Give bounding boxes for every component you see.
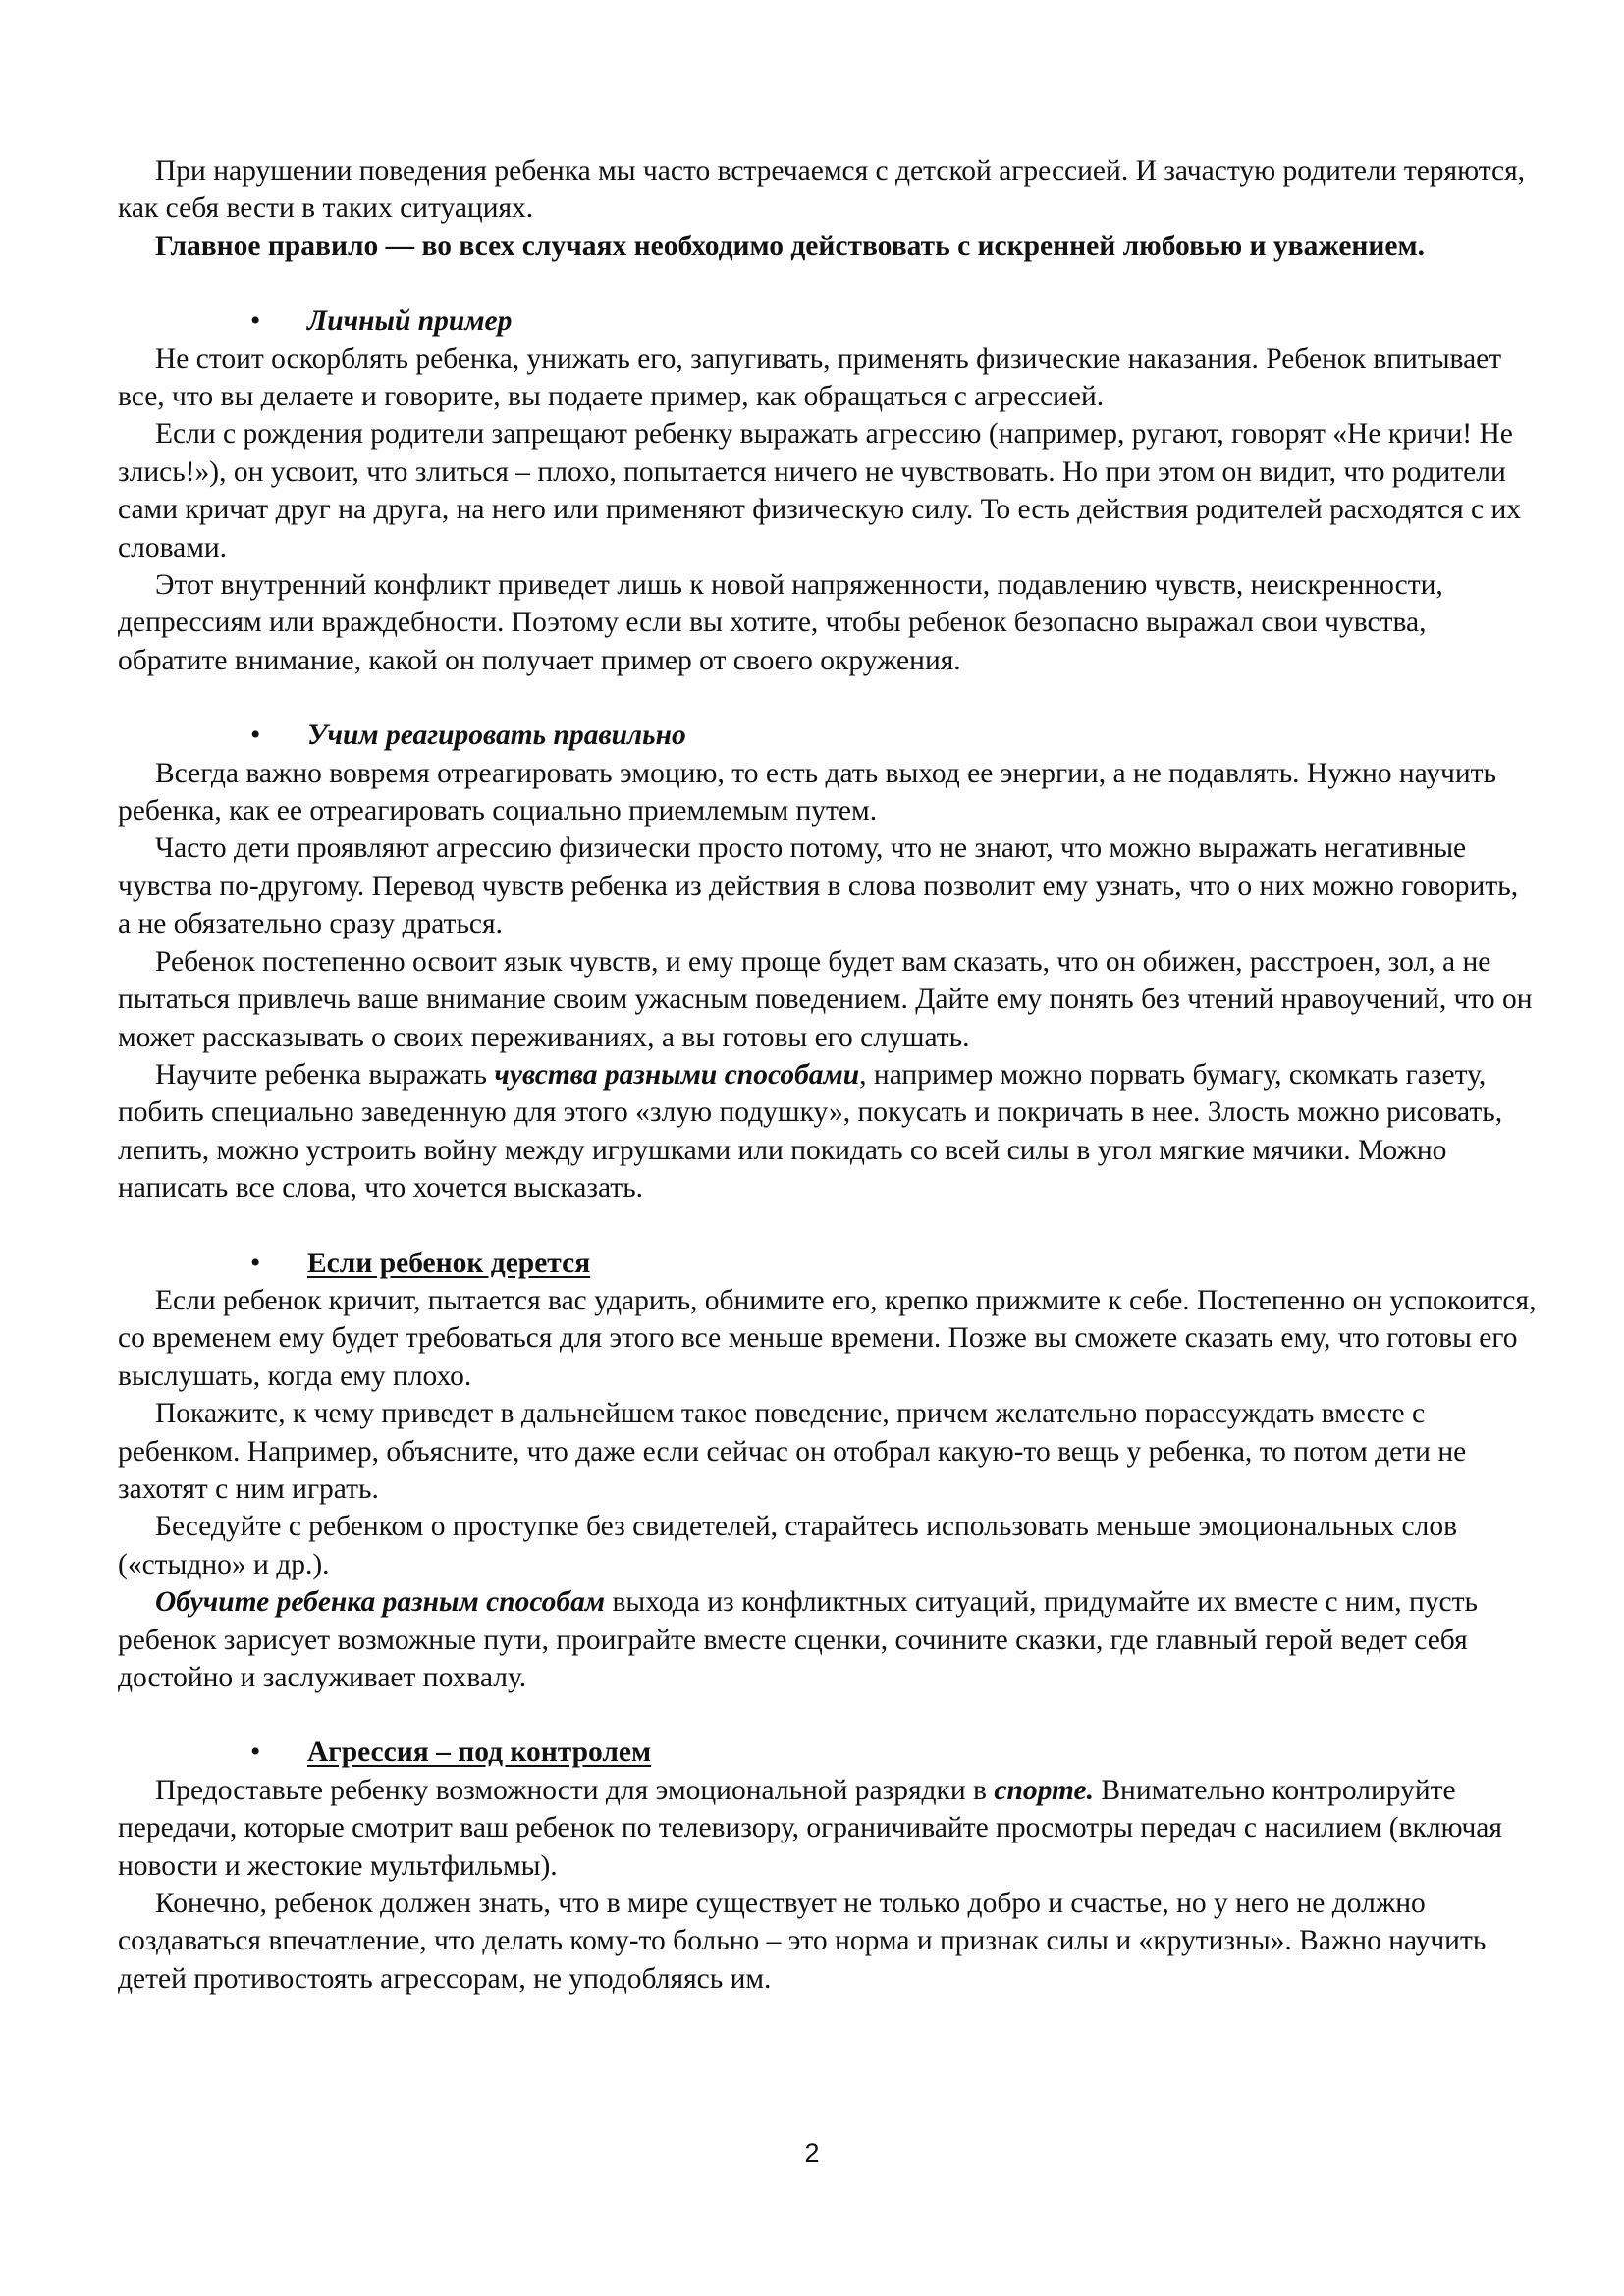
paragraph-text: , например можно порвать бумагу, скомкать газету, побить специально заведенную для этого «злую подушку», покусать и покричать в нее. Злость можно рисовать, лепить, можно устроить войну между игрушками или покидать со всей силы в угол мягкие мячики. Можно написать все слова, что хочется высказать.: [118, 1058, 1503, 1204]
paragraph: Всегда важно вовремя отреагировать эмоцию, то есть дать выход ее энергии, а не подавлять. Нужно научить ребенка, как ее отреагировать социально приемлемым путем.: [118, 757, 1496, 828]
bullet-icon: •: [250, 305, 261, 338]
emphasis-text: Обучите ребенка разным способам: [155, 1586, 606, 1619]
intro-section: [118, 152, 1537, 265]
paragraph: Если ребенок кричит, пытается вас ударить, обнимите его, крепко прижмите к себе. Постепенно он успокоится, со временем ему будет требоваться для этого все меньше времени. Позже вы сможете сказать ему, что готовы его выслушать, когда ему плохо.: [118, 1284, 1537, 1392]
emphasis-text: чувства разными способами: [494, 1058, 860, 1091]
section-heading-text: Если ребенок дерется: [307, 1247, 591, 1279]
section-heading-text: Агрессия – под контролем: [307, 1736, 652, 1769]
intro-paragraph: При нарушении поведения ребенка мы часто встречаемся с детской агрессией. И зачастую родители теряются, как себя вести в таких ситуациях.: [118, 155, 1526, 225]
section-heading: [118, 1734, 1537, 1771]
paragraph: Конечно, ребенок должен знать, что в мире существует не только добро и счастье, но у него не должно создаваться впечатление, что делать кому-то больно – это норма и признак силы и «крутизны». Важно научить детей противостоять агрессорам, не уподобляясь им.: [118, 1888, 1487, 1995]
emphasis-text: спорте.: [994, 1774, 1094, 1806]
paragraph-text: выхода из конфликтных ситуаций, придумайте их вместе с ним, пусть ребенок зарисует возможные пути, проиграйте вместе сценки, сочините сказки, где главный герой ведет себя достойно и заслуживает похвалу.: [118, 1586, 1478, 1693]
section-heading-text: Личный пример: [307, 305, 513, 338]
paragraph-text: Научите ребенка выражать: [155, 1058, 495, 1091]
bullet-icon: •: [250, 1247, 261, 1279]
section-heading: [118, 717, 1537, 754]
page-number: 2: [804, 2138, 820, 2167]
paragraph: Беседуйте с ребенком о проступке без свидетелей, старайтесь использовать меньше эмоциональных слов («стыдно» и др.).: [118, 1511, 1458, 1580]
paragraph: Часто дети проявляют агрессию физически просто потому, что не знают, что можно выражать негативные чувства по-другому. Перевод чувств ребенка из действия в слова позволит ему узнать, что о них можно говорить, а не обязательно сразу драться.: [118, 832, 1519, 940]
paragraph: Ребенок постепенно освоит язык чувств, и ему проще будет вам сказать, что он обижен, расстроен, зол, а не пытаться привлечь ваше внимание своим ужасным поведением. Дайте ему понять без чтений нравоучений, что он может рассказывать о своих переживаниях, а вы готовы его слушать.: [118, 945, 1533, 1053]
paragraph: Этот внутренний конфликт приведет лишь к новой напряженности, подавлению чувств, неискренности, депрессиям или враждебности. Поэтому если вы хотите, чтобы ребенок безопасно выражал свои чувства, обратите внимание, какой он получает пример от своего окружения.: [118, 569, 1443, 676]
section-heading: [118, 1245, 1537, 1282]
paragraph: Не стоит оскорблять ребенка, унижать его, запугивать, применять физические наказания. Ребенок впитывает все, что вы делаете и говорите, вы подаете пример, как обращаться с агрессией.: [118, 343, 1502, 413]
paragraph: Если с рождения родители запрещают ребенку выражать агрессию (например, ругают, говорят «Не кричи! Не злись!»), он усвоит, что злиться – плохо, попытается ничего не чувствовать. Но при этом он видит, что родители сами кричат друг на друга, на него или применяют физическую силу. То есть действия родителей расходятся с их словами.: [118, 418, 1522, 563]
main-rule-paragraph: Главное правило — во всех случаях необходимо действовать с искренней любовью и уважением.: [155, 230, 1425, 262]
paragraph-text: Внимательно контролируйте передачи, которые смотрит ваш ребенок по телевизору, ограничивайте просмотры передач с насилием (включая новости и жестокие мультфильмы).: [118, 1774, 1502, 1882]
section-if-child-fights: [118, 1245, 1537, 1697]
section-aggression-control: [118, 1734, 1537, 1998]
bullet-icon: •: [250, 720, 261, 752]
paragraph-text: Предоставьте ребенку возможности для эмоциональной разрядки в: [155, 1774, 995, 1806]
bullet-icon: •: [250, 1736, 261, 1769]
paragraph: [118, 1772, 1537, 1885]
paragraph: [118, 1583, 1537, 1696]
paragraph: Покажите, к чему приведет в дальнейшем такое поведение, причем желательно порассуждать вместе с ребенком. Например, объясните, что даже если сейчас он отобрал какую-то вещь у ребенка, то потом дети не захотят с ним играть.: [118, 1398, 1467, 1505]
section-heading: [118, 302, 1537, 340]
paragraph: [118, 1056, 1537, 1207]
section-personal-example: [118, 302, 1537, 679]
section-heading-text: Учим реагировать правильно: [307, 720, 686, 752]
document-page: [118, 152, 1537, 1998]
section-react-correctly: [118, 717, 1537, 1206]
